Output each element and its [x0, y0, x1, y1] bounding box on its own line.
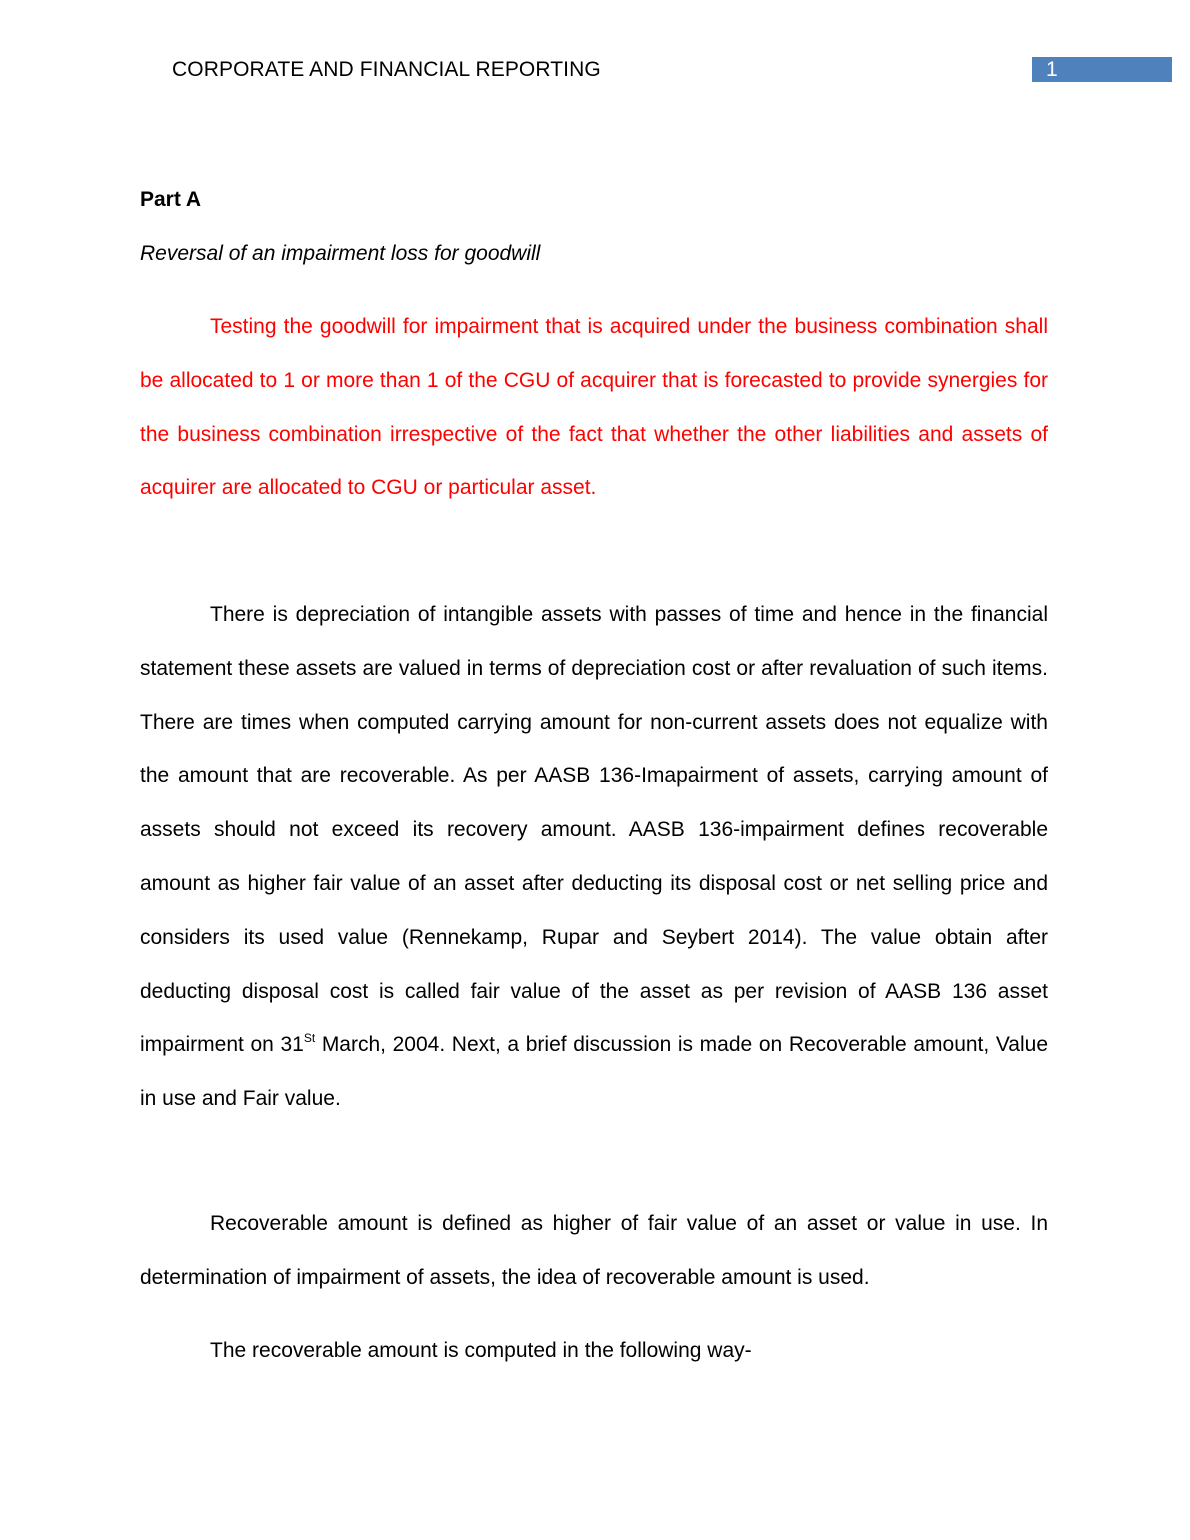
paragraph-goodwill-testing: Testing the goodwill for impairment that is acquired under the business combination shall be allocated to 1 or more than 1 of the CGU of acquirer that is forecasted to provide synergies for the business combination irrespective of the fact that whether the other liabilities and assets of acquirer are allocated to CGU or particular asset.	[140, 315, 1048, 500]
part-heading: Part A	[140, 188, 202, 211]
paragraph-depreciation-text-2: March, 2004. Next, a brief discussion is made on Recoverable amount, Value in use and Fair value.	[140, 1033, 1049, 1111]
paragraph-depreciation-text-1: There is depreciation of intangible assets with passes of time and hence in the financial statement these assets are valued in terms of depreciation cost or after revaluation of such items. There are times when computed carrying amount for non-current assets does not equalize with the amount that are recoverable. As per AASB 136-Imapairment of assets, carrying amount of assets should not exceed its recovery amount. AASB 136-impairment defines recoverable amount as higher fair value of an asset after deducting its disposal cost or net selling price and considers its used value (Rennekamp, Rupar and Seybert 2014). The value obtain after deducting disposal cost is called fair value of the asset as per revision of AASB 136 asset impairment on 31	[140, 603, 1048, 1057]
running-header-title: CORPORATE AND FINANCIAL REPORTING	[172, 58, 601, 81]
paragraph-computation-intro: The recoverable amount is computed in the following way-	[210, 1339, 752, 1362]
paragraph-recoverable-amount: Recoverable amount is defined as higher of fair value of an asset or value in use. In determination of impairment of assets, the idea of recoverable amount is used.	[140, 1212, 1048, 1289]
section-subtitle: Reversal of an impairment loss for goodwill	[140, 242, 541, 265]
page-number-badge: 1	[1032, 57, 1172, 82]
paragraph-depreciation	[140, 588, 1048, 1126]
date-ordinal-superscript: St	[303, 1031, 316, 1046]
